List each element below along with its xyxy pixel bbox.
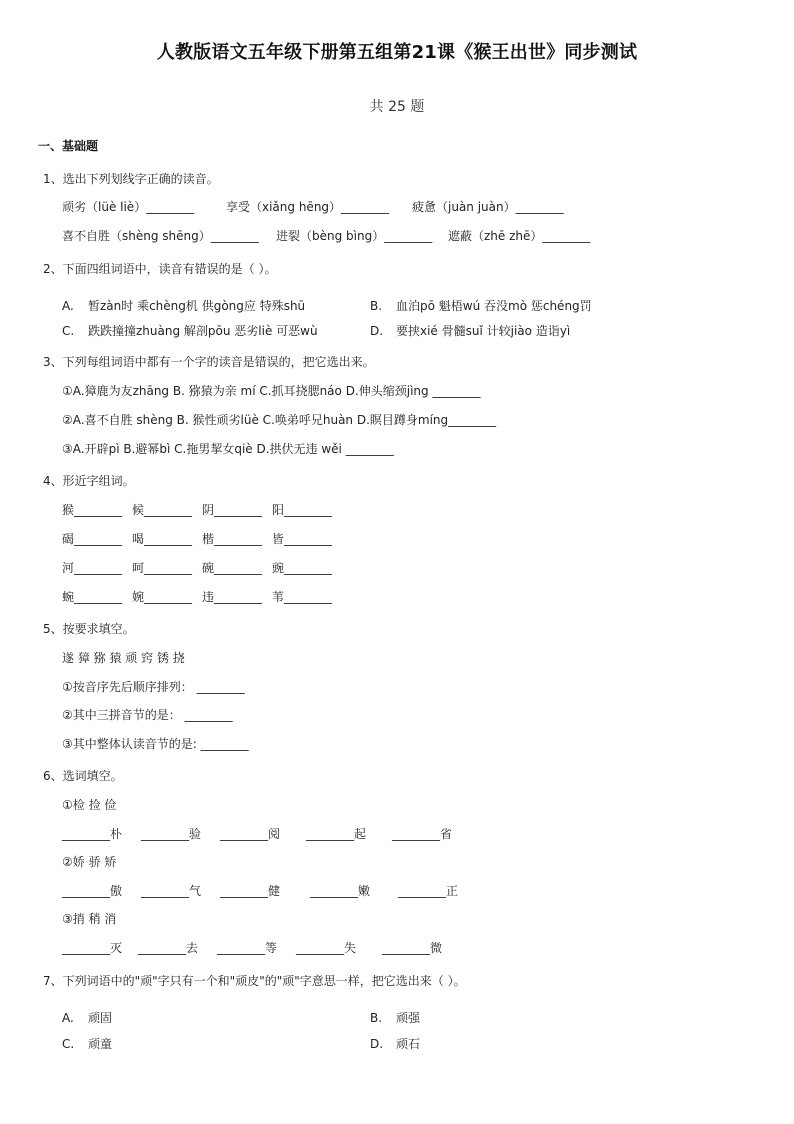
q4-cell: 猴________: [62, 503, 123, 517]
option-letter: C.: [62, 1037, 75, 1051]
option-letter: D.: [370, 324, 384, 338]
option-letter: C.: [62, 324, 75, 338]
q5-sub-question: ③其中整体认读音节的是: ________: [62, 737, 249, 751]
question-2-stem: 2、下面四组词语中，读音有错误的是（ ）。: [43, 262, 277, 276]
q2-option-d[interactable]: [370, 322, 570, 339]
question-1-stem: 1、选出下列划线字正确的读音。: [43, 172, 219, 186]
q4-cell: 河________: [62, 561, 123, 575]
question-3-stem: 3、下列每组词语中都有一个字的读音是错误的，把它选出来。: [43, 355, 375, 369]
q1-item: 疲惫（juàn juàn）________: [412, 200, 564, 214]
q4-cell: 苇________: [272, 590, 333, 604]
q6-blank: ________灭: [62, 941, 123, 955]
q6-blank: ________微: [382, 941, 443, 955]
q7-option-c[interactable]: [62, 1035, 112, 1052]
option-text: 暂zàn时 乘chèng机 供gòng应 特殊shū: [88, 299, 306, 313]
q6-blank: ________健: [220, 884, 281, 898]
page-title: 人教版语文五年级下册第五组第21课《猴王出世》同步测试: [156, 42, 638, 63]
q4-cell: 碗________: [202, 561, 263, 575]
q6-blank: ________验: [141, 827, 202, 841]
option-text: 顽强: [396, 1011, 421, 1025]
q6-blank: ________正: [398, 884, 459, 898]
q6-group-label: ②娇 骄 矫: [62, 855, 117, 869]
q7-option-a[interactable]: [62, 1009, 112, 1026]
option-letter: A.: [62, 1011, 74, 1025]
q6-blank: ________等: [217, 941, 278, 955]
q7-option-d[interactable]: [370, 1035, 420, 1052]
q4-cell: 豌________: [272, 561, 333, 575]
question-7-stem: 7、下列词语中的"顽"字只有一个和"顽皮"的"顽"字意思一样，把它选出来（ ）。: [43, 974, 466, 988]
q6-blank: ________嫩: [310, 884, 371, 898]
question-4-stem: 4、形近字组词。: [43, 474, 135, 488]
question-6-stem: 6、选词填空。: [43, 769, 123, 783]
option-text: 顽石: [396, 1037, 421, 1051]
q4-cell: 婉________: [132, 590, 193, 604]
q7-option-b[interactable]: [370, 1009, 420, 1026]
q6-blank: ________省: [392, 827, 453, 841]
option-text: 顽童: [88, 1037, 113, 1051]
option-text: 跌跌撞撞zhuàng 解剖pōu 恶劣liè 可恶wù: [88, 324, 318, 338]
q2-option-a[interactable]: [62, 297, 305, 314]
q1-item: 喜不自胜（shèng shēng）________: [62, 229, 259, 243]
q4-cell: 蜿________: [62, 590, 123, 604]
q1-item: 进裂（bèng bìng）________: [276, 229, 433, 243]
section-heading: 一、基础题: [38, 139, 99, 153]
q6-blank: ________朴: [62, 827, 123, 841]
option-letter: B.: [370, 1011, 383, 1025]
q1-item: 顽劣（lüè liè）________: [62, 200, 195, 214]
q2-option-b[interactable]: [370, 297, 592, 314]
q3-line: ③A.开辟pì B.避幂bì C.拖男挈女qiè D.拱伏无违 wěi ________: [62, 442, 394, 456]
q1-item: 享受（xiǎng hēng）________: [226, 200, 390, 214]
q4-cell: 楷________: [202, 532, 263, 546]
q6-blank: ________气: [141, 884, 202, 898]
q6-blank: ________傲: [62, 884, 123, 898]
question-5-stem: 5、按要求填空。: [43, 622, 135, 636]
q5-characters: 遂 獐 猕 猿 顽 窍 锈 挠: [62, 651, 185, 665]
q6-blank: ________失: [296, 941, 357, 955]
q6-blank: ________起: [306, 827, 367, 841]
q4-cell: 呵________: [132, 561, 193, 575]
q4-cell: 违________: [202, 590, 263, 604]
q5-sub-question: ②其中三拼音节的是： ________: [62, 708, 233, 722]
q4-cell: 阴________: [202, 503, 263, 517]
q6-blank: ________去: [138, 941, 199, 955]
q4-cell: 阳________: [272, 503, 333, 517]
q3-line: ②A.喜不自胜 shèng B. 猴性顽劣lüè C.唤弟呼兄huàn D.瞑目蹲身míng________: [62, 413, 497, 427]
option-letter: A.: [62, 299, 74, 313]
q4-cell: 皆________: [272, 532, 333, 546]
option-letter: B.: [370, 299, 383, 313]
q2-option-c[interactable]: [62, 322, 318, 339]
option-letter: D.: [370, 1037, 384, 1051]
q3-line: ①A.獐鹿为友zhāng B. 猕猿为亲 mí C.抓耳挠腮náo D.伸头缩颈jìng ________: [62, 384, 481, 398]
q4-cell: 碣________: [62, 532, 123, 546]
q6-blank: ________阅: [220, 827, 281, 841]
q5-sub-question: ①按音序先后顺序排列： ________: [62, 680, 245, 694]
q6-group-label: ③捎 稍 消: [62, 912, 117, 926]
q4-cell: 候________: [132, 503, 193, 517]
option-text: 血泊pō 魁梧wú 吞没mò 惩chéng罚: [396, 299, 592, 313]
option-text: 要挟xié 骨髓suǐ 计较jiào 造诣yì: [396, 324, 571, 338]
q6-group-label: ①检 捡 俭: [62, 798, 117, 812]
q4-cell: 喝________: [132, 532, 193, 546]
option-text: 顽固: [88, 1011, 113, 1025]
q1-item: 遮蔽（zhē zhē）________: [448, 229, 591, 243]
question-count: 共 25 题: [369, 99, 425, 115]
